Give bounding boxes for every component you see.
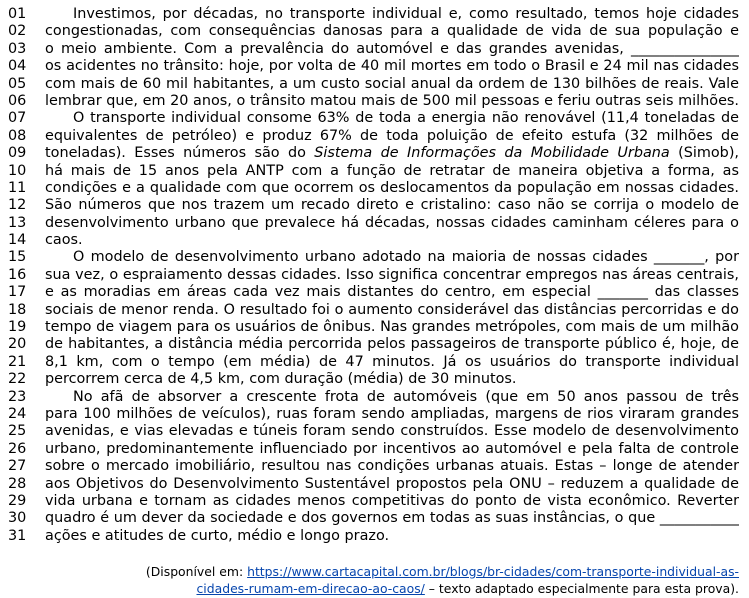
text-line bbox=[0, 249, 749, 266]
line-text: vida urbana e tornam as cidades menos competitivas do ponto de vista econômico. Reverter bbox=[45, 492, 739, 509]
line-number: 12 bbox=[8, 197, 27, 214]
text-line bbox=[0, 476, 749, 493]
line-text: São números que nos trazem um recado direto e cristalino: caso não se corrija o modelo de bbox=[45, 197, 739, 214]
line-text: aos Objetivos do Desenvolvimento Sustentável propostos pela ONU – reduzem a qualidade de bbox=[45, 475, 739, 492]
source-line-1 bbox=[0, 563, 739, 580]
line-number: 26 bbox=[8, 440, 27, 457]
source-prefix: (Disponível em: bbox=[145, 564, 248, 579]
line-text: com mais de 60 mil habitantes, a um custo social anual da ordem de 130 bilhões de reais. Vale bbox=[45, 75, 739, 92]
line-number: 14 bbox=[8, 232, 27, 249]
text-line bbox=[0, 458, 749, 475]
line-number: 30 bbox=[8, 510, 27, 527]
document-text bbox=[0, 6, 749, 545]
line-text: 8,1 km, com o tempo (em média) de 47 minutos. Já os usuários do transporte individual bbox=[45, 353, 739, 370]
text-line bbox=[0, 197, 749, 214]
line-text: Investimos, por décadas, no transporte individual e, como resultado, temos hoje cidades bbox=[73, 6, 739, 22]
line-text: avenidas, e vias elevadas e túneis foram sendo construídos. Esse modelo de desenvolvimento bbox=[45, 423, 739, 440]
text-line bbox=[0, 110, 749, 127]
text-line bbox=[0, 23, 749, 40]
line-number: 03 bbox=[8, 40, 27, 57]
line-number: 06 bbox=[8, 92, 27, 109]
line-text: desenvolvimento urbano que prevalece há décadas, nossas cidades caminham céleres para o bbox=[45, 214, 739, 231]
line-text-segment: toneladas). Esses números são do bbox=[45, 145, 315, 162]
line-number: 04 bbox=[8, 58, 27, 75]
text-line bbox=[0, 406, 749, 423]
text-line bbox=[0, 58, 749, 75]
source-link-part-1[interactable]: https://www.cartacapital.com.br/blogs/br-cidades/com-transporte-individual-as- bbox=[247, 564, 739, 579]
line-text: ações e atitudes de curto, médio e longo prazo. bbox=[45, 527, 390, 544]
line-number: 13 bbox=[8, 214, 27, 231]
text-line bbox=[0, 215, 749, 232]
line-text bbox=[45, 145, 739, 162]
line-number: 23 bbox=[8, 388, 27, 405]
text-line bbox=[0, 319, 749, 336]
line-text: equivalentes de petróleo) e produz 67% de toda poluição de efeito estufa (32 milhões de bbox=[45, 127, 739, 144]
line-text: percorrem cerca de 4,5 km, com duração (média) de 30 minutos. bbox=[45, 371, 517, 388]
line-number: 18 bbox=[8, 301, 27, 318]
line-number: 10 bbox=[8, 162, 27, 179]
line-number: 17 bbox=[8, 284, 27, 301]
line-number: 15 bbox=[8, 249, 27, 266]
text-line bbox=[0, 6, 749, 23]
italic-term: Sistema de Informações da Mobilidade Urbana bbox=[314, 145, 670, 162]
source-link-part-2[interactable]: cidades-rumam-em-direcao-ao-caos/ bbox=[196, 581, 425, 596]
text-line bbox=[0, 423, 749, 440]
line-number: 25 bbox=[8, 423, 27, 440]
line-text: lembrar que, em 20 anos, o trânsito matou mais de 500 mil pessoas e feriu outras seis milhões. bbox=[45, 92, 739, 109]
line-text: tempo de viagem para os usuários de ônibus. Nas grandes metrópoles, com mais de um milhão bbox=[45, 319, 739, 336]
line-number: 22 bbox=[8, 371, 27, 388]
line-number: 09 bbox=[8, 145, 27, 162]
source-citation bbox=[0, 563, 739, 597]
line-text: o meio ambiente. Com a prevalência do automóvel e das grandes avenidas, _______________ bbox=[45, 40, 739, 57]
line-number: 07 bbox=[8, 110, 27, 127]
line-text: O modelo de desenvolvimento urbano adotado na maioria de nossas cidades _______, por bbox=[73, 249, 739, 266]
text-line bbox=[0, 284, 749, 301]
line-number: 21 bbox=[8, 353, 27, 370]
text-line bbox=[0, 180, 749, 197]
text-line bbox=[0, 302, 749, 319]
line-text: e as moradias em áreas cada vez mais distantes do centro, em especial _______ das classes bbox=[45, 284, 739, 301]
text-line bbox=[0, 336, 749, 353]
text-line bbox=[0, 145, 749, 162]
line-text: para 100 milhões de veículos), ruas foram sendo ampliadas, margens de rios viraram grandes bbox=[45, 405, 739, 422]
line-number: 11 bbox=[8, 179, 27, 196]
line-number: 02 bbox=[8, 23, 27, 40]
source-suffix: – texto adaptado especialmente para esta prova). bbox=[424, 581, 739, 596]
text-line bbox=[0, 510, 749, 527]
line-number: 27 bbox=[8, 458, 27, 475]
source-line-2 bbox=[0, 580, 739, 597]
text-line bbox=[0, 41, 749, 58]
line-text: de habitantes, a distância média percorrida pelos passageiros de transporte público é, hoje, de bbox=[45, 336, 739, 353]
text-line bbox=[0, 128, 749, 145]
line-text: os acidentes no trânsito: hoje, por volta de 40 mil mortes em todo o Brasil e 24 mil nas cidades bbox=[45, 58, 739, 75]
line-text: No afã de absorver a crescente frota de automóveis (que em 50 anos passou de três bbox=[73, 388, 739, 405]
text-line bbox=[0, 528, 749, 545]
line-number: 08 bbox=[8, 127, 27, 144]
line-number: 31 bbox=[8, 527, 27, 544]
line-number: 20 bbox=[8, 336, 27, 353]
line-text: caos. bbox=[45, 232, 83, 249]
text-line bbox=[0, 232, 749, 249]
line-text: condições e a qualidade com que ocorrem os deslocamentos da população em nossas cidades. bbox=[45, 179, 739, 196]
line-text: congestionadas, com consequências danosas para a qualidade de vida de sua população e bbox=[45, 23, 739, 40]
text-line bbox=[0, 389, 749, 406]
text-line bbox=[0, 493, 749, 510]
line-text: quadro é um dever da sociedade e dos governos em todas as suas instâncias, o que ___________ bbox=[45, 510, 739, 527]
line-number: 01 bbox=[8, 6, 27, 22]
line-number: 19 bbox=[8, 319, 27, 336]
line-number: 28 bbox=[8, 475, 27, 492]
text-line bbox=[0, 371, 749, 388]
line-number: 05 bbox=[8, 75, 27, 92]
text-line bbox=[0, 163, 749, 180]
line-number: 29 bbox=[8, 492, 27, 509]
text-line bbox=[0, 76, 749, 93]
line-text-segment: (Simob), bbox=[678, 145, 739, 162]
line-text: sua vez, o espraiamento dessas cidades. Isso significa concentrar empregos nas áreas centrais, bbox=[45, 266, 739, 283]
text-line bbox=[0, 441, 749, 458]
line-number: 24 bbox=[8, 405, 27, 422]
line-text: há mais de 15 anos pela ANTP com a função de retratar de maneira objetiva a forma, as bbox=[45, 162, 739, 179]
text-line bbox=[0, 354, 749, 371]
line-number: 16 bbox=[8, 266, 27, 283]
text-line bbox=[0, 267, 749, 284]
text-line bbox=[0, 93, 749, 110]
line-text: sobre o mercado imobiliário, resultou nas condições urbanas atuais. Estas – longe de atender bbox=[45, 458, 739, 475]
line-text: urbano, predominantemente influenciado por incentivos ao automóvel e pela falta de controle bbox=[45, 440, 739, 457]
line-text: O transporte individual consome 63% de toda a energia não renovável (11,4 toneladas de bbox=[73, 110, 739, 127]
line-text: sociais de menor renda. O resultado foi o aumento considerável das distâncias percorridas e do bbox=[45, 301, 739, 318]
